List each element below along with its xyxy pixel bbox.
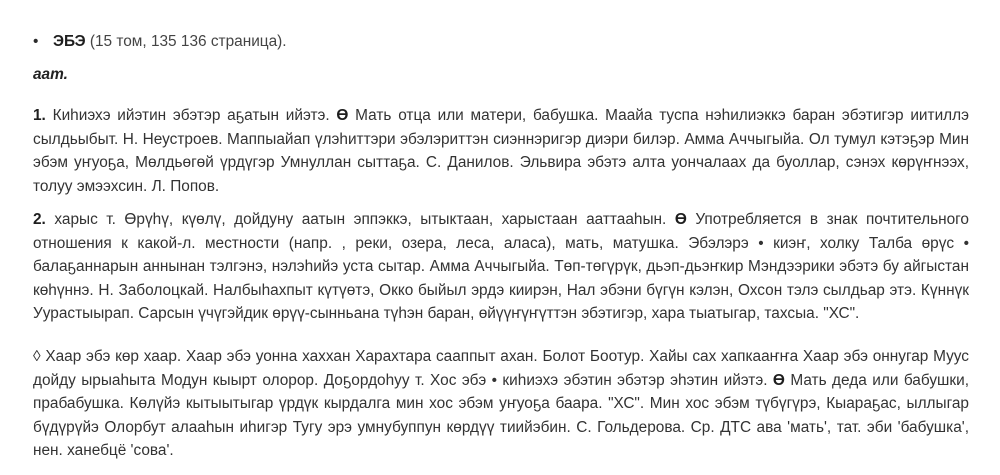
- theta-marker: ϴ: [772, 371, 785, 389]
- source-details: (15 том, 135 136 страница).: [85, 33, 287, 50]
- part-of-speech: аат.: [33, 66, 68, 83]
- source-abbr: ЭБЭ: [53, 33, 86, 50]
- sense-text-rest: Мать отца или матери, бабушка. Маайа туспа нэһилиэккэ баран эбэтигэр иитиллэ сылдьыбыт. Н. Неустроев. Маппыайап үлэһиттэри эбэлэриттэн сиэннэригэр диэри билэр. Амма Аччыгыйа. Ол тумул кэтэҕэр Мин эбэм уҥуоҕа, Мөлдьөгөй үрдүгэр Умнуллан сыттаҕа. С. Данилов. Эльвира эбэтэ алта уончалаах да буоллар, сэнэх көрүҥнээх, толуу эмээхсин. Л. Попов.: [33, 107, 969, 195]
- theta-marker: ϴ: [336, 107, 349, 124]
- theta-marker: ϴ: [674, 211, 687, 228]
- sense-number: 2.: [33, 211, 46, 228]
- sense-number: 1.: [33, 107, 46, 124]
- source-line: [33, 30, 287, 54]
- sense-2: [33, 208, 969, 326]
- bullet-icon: •: [33, 33, 39, 50]
- sense-text-sakha: Киһиэхэ ийэтин эбэтэр аҕатын ийэтэ.: [45, 107, 337, 124]
- phrase-text: Хаар эбэ көр хаар. Хаар эбэ уонна хаххан Харахтара сааппыт ахан. Болот Боотур. Хайы сах хапкааҥҥа Хаар эбэ оннугар Муус дойду ырыаһыта Модун кыырт олорор. Доҕордоһуу т. Хос эбэ • киһиэхэ эбэтин эбэтэр эһэтин ийэтэ.: [33, 348, 969, 389]
- sense-text-rest: Употребляется в знак почтительного отношения к какой-л. местности (напр. , реки, озера, леса, аласа), мать, матушка. Эбэлэрэ • киэҥ, холку Талба өрүс • балаҕаннарын аннынан тэлгэнэ, нэлэһийэ уста сытар. Амма Аччыгыйа. Төп-төгүрүк, дьэп-дьэҥкир Мэндээрики эбэтэ бу айгыстан көһүннэ. Н. Заболоцкай. Налбыһахпыт күтүөтэ, Окко быйыл эрдэ киирэн, Нал эбэни бүгүн кэлэн, Охсон тэлэ сылдьар этэ. Күннүк Уурастыырап. Сарсын үчүгэйдик өрүү-сынньана түһэн баран, өйүүҥүҥүттэн эбэтигэр, хара тыатыгар, тахсыа. "ХС".: [33, 211, 969, 322]
- phrase-marker-icon: ◊: [33, 348, 41, 365]
- phrase-text-rest: Мать деда или бабушки, прабабушка. Көлүйэ кытыытыгар үрдүк кырдалга мин хос эбэм уҥуоҕа баара. "ХС". Мин хос эбэм түбүгүрэ, Кыараҕас, ыллыгар бүдүрүйэ Олорбут алааһын иһигэр Тугу эрэ умнубуппун көрдүү тиийэбин. С. Гольдерова. Ср. ДТС ава 'мать', тат. эби 'бабушка', нен. ханебцё 'сова'.: [33, 371, 969, 459]
- phrase-block: [33, 345, 969, 463]
- sense-1: [33, 104, 969, 198]
- sense-text-sakha: харыс т. Өрүһү, күөлү, дойдуну аатын эппэккэ, ытыктаан, харыстаан ааттааһын.: [45, 211, 675, 228]
